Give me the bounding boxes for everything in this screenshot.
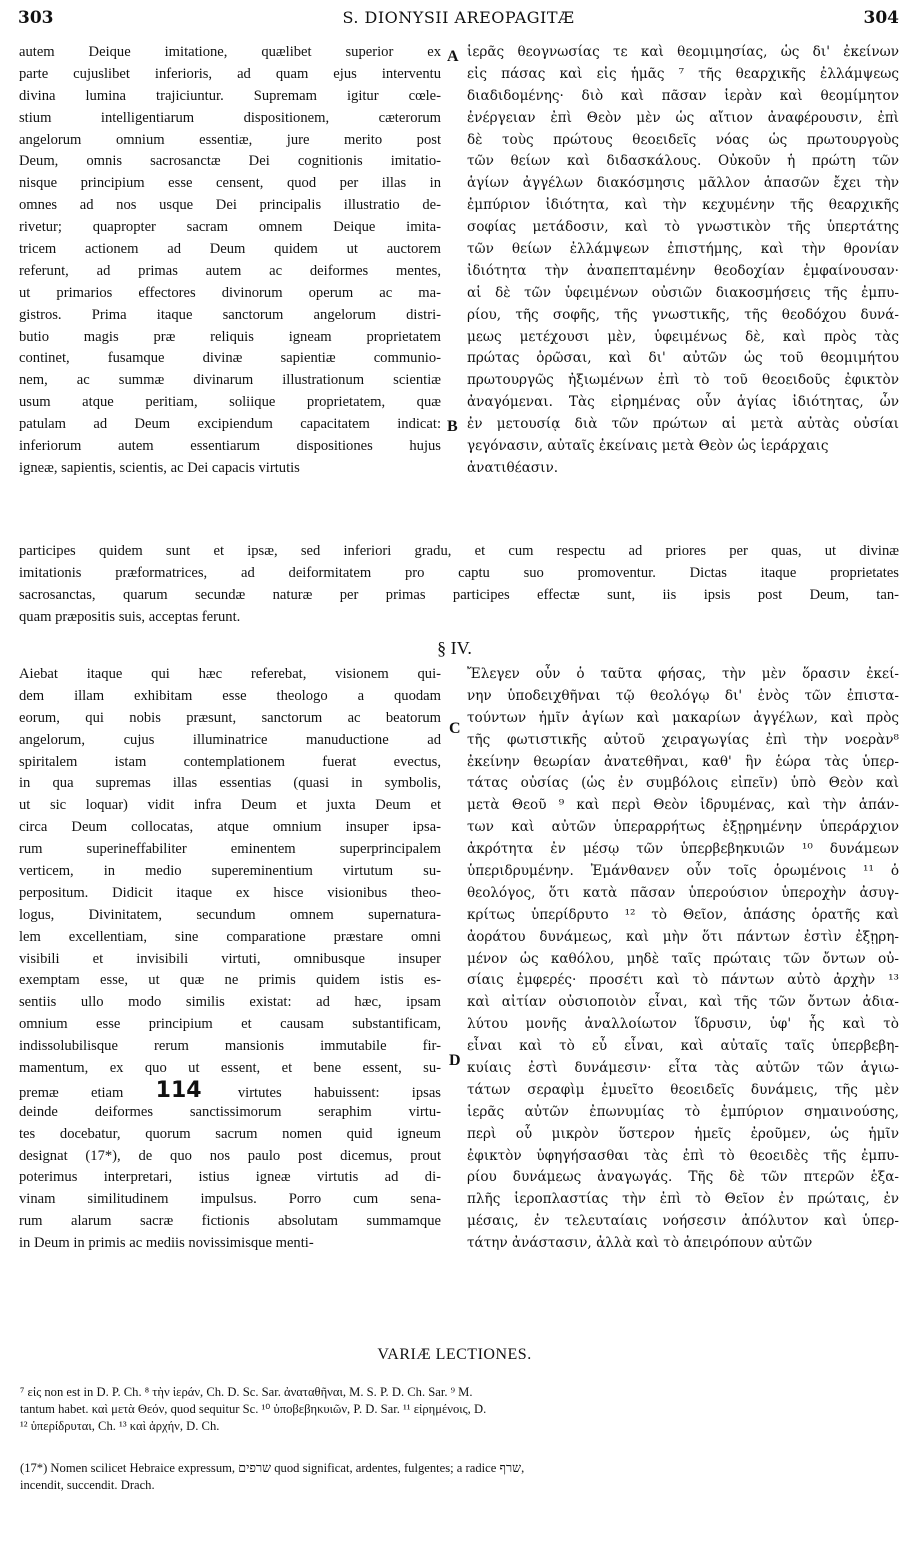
text-line: ἀναγόμεναι. Τὰς εἰρημένας οὖν ἁγίας ἰδιότητας, ὧν bbox=[467, 394, 899, 411]
text-line: τούντων ἡμῖν ἁγίων καὶ μακαρίων ἀγγέλων, καὶ πρὸς bbox=[467, 709, 899, 726]
text-line: sacrosanctas, quarum secundæ naturæ per primas participes effectæ sunt, iis ipsis post Deum, tan- bbox=[19, 587, 899, 603]
text-line: μένον ὡς καθόλου, μηδὲ ταῖς πρώταις τῶν ὄντων οὐ- bbox=[467, 950, 899, 967]
running-header bbox=[18, 8, 899, 34]
text-line: rum superineffabiliter eminentem superprincipalem bbox=[19, 841, 441, 858]
text-line: vinam similitudinem impulsus. Porro cum sena- bbox=[19, 1191, 441, 1208]
text-line: ἀκρότητα ἐν μέσῳ τῶν ὑπερβεβηκυιῶν ¹⁰ δυνάμεων bbox=[467, 841, 899, 858]
text-line: continet, fusamque divinæ sapientiæ communio- bbox=[19, 350, 441, 367]
text-line: τάτην ἀνάστασιν, ἀλλὰ καὶ τὸ ἀπειρόπουν αὐτῶν bbox=[467, 1235, 813, 1252]
text-line: πρώτας ὁρῶσαι, καὶ δι' αὐτῶν ὡς τοῦ θεομιμήτου bbox=[467, 350, 899, 367]
text-line: exemptam esse, ut quæ ne primis quidem istis es- bbox=[19, 972, 441, 989]
text-line: mamentum, ex quo ut essent, et bene essent, su- bbox=[19, 1060, 441, 1077]
text-line: Aiebat itaque qui hæc referebat, visionem qui- bbox=[19, 666, 441, 682]
page-number-right: 304 bbox=[863, 8, 899, 28]
text-line: dem illam exhibitam esse theologo a quodam bbox=[19, 687, 441, 704]
greek-column-top bbox=[467, 42, 899, 480]
text-line: τῶν θείων ἐλλάμψεων ἐπιστήμης, καὶ τὴν θρονίαν bbox=[467, 241, 899, 258]
latin-column-top bbox=[19, 42, 441, 480]
text-line: in Deum in primis ac mediis novissimisque menti- bbox=[19, 1235, 314, 1252]
text-line: ρίου δυνάμεως ἀναγωγάς. Τῆς δὲ τῶν πτερῶν ἑξα- bbox=[467, 1169, 899, 1186]
text-line: circa Deum collocatas, atque omnium insuper ipsa- bbox=[19, 819, 441, 836]
text-line: divina lumina trajiciuntur. Supremam igitur cœle- bbox=[19, 87, 441, 104]
text-line: verticem, in medio supereminentium virtutum su- bbox=[19, 863, 441, 880]
text-line: quam præpositis suis, acceptas ferunt. bbox=[19, 609, 241, 625]
text-line: virtutes habuissent: ipsas bbox=[237, 1084, 441, 1101]
note-line: (17*) Nomen scilicet Hebraice expressum, שרפים quod significat, ardentes, fulgentes; a radice שרף, bbox=[20, 1461, 525, 1475]
running-title: S. DIONYSII AREOPAGITÆ bbox=[342, 8, 575, 27]
text-line: premæ etiam bbox=[19, 1084, 124, 1101]
text-line: rum alarum sacræ fictionis absolutam summamque bbox=[19, 1213, 441, 1230]
text-line: κρίτως ὑπερίδρυτο ¹² τὸ Θεῖον, ἁπάσης ὁρατῆς καὶ bbox=[467, 906, 899, 923]
text-line: inferiorum autem essentiarum dispositiones hujus bbox=[19, 438, 441, 455]
text-line: angelorum, cujus illuminatrice manuductione ad bbox=[19, 731, 441, 748]
variae-lectiones-heading: VARIÆ LECTIONES. bbox=[377, 1346, 532, 1363]
text-line: σοφίας μετάδοσιν, καὶ τὸ γνωστικὸν τῆς ὑπερτάτης bbox=[467, 219, 899, 236]
text-line: ἐνέργειαν ἐπὶ Θεὸν μὲν ὡς αἴτιον ἀναφέρουσιν, ἐπὶ bbox=[467, 109, 899, 126]
column-number: 114 bbox=[155, 1079, 238, 1102]
text-line: Ἔλεγεν οὖν ὁ ταῦτα φήσας, τὴν μὲν ὅρασιν ἐκεί- bbox=[467, 666, 899, 682]
text-line: visibili et invisibili virtuti, omnibusque insuper bbox=[19, 950, 441, 967]
text-line: ἐκείνην θεωρίαν ἀνατεθῆναι, καθ' ἣν ἑώρα τὰς ὑπερ- bbox=[467, 753, 899, 770]
text-line: gistros. Prima itaque sanctorum angelorum distri- bbox=[19, 306, 441, 323]
text-line: indissolubilisque rerum mansionis immutabile fir- bbox=[19, 1038, 441, 1055]
text-line: περὶ οὗ μικρὸν ὕστερον ἡμεῖς ἐροῦμεν, ὡς ἡμῖν bbox=[467, 1125, 899, 1142]
text-line: ἱερᾶς θεογνωσίας τε καὶ θεομιμησίας, ὡς δι' ἐκείνων bbox=[467, 44, 899, 60]
latin-full-width-paragraph bbox=[19, 540, 899, 628]
text-line: δὲ τοὺς πρώτους θεοειδεῖς νόας ὡς πρωτουργοὺς bbox=[467, 131, 899, 148]
text-line: καὶ αἰτίαν οὐσιοποιὸν εἶναι, καὶ τῆς τῶν ὄντων ἀδια- bbox=[467, 994, 899, 1011]
variae-lectiones-notes bbox=[20, 1384, 897, 1435]
text-line: tes docebatur, quorum sacrum nomen quid igneum bbox=[19, 1125, 441, 1142]
text-line: τάτων σεραφὶμ ἐμυεῖτο θεοειδεῖς δυνάμεις, τῆς μὲν bbox=[467, 1081, 899, 1098]
text-line: angelorum omnium essentiæ, jure merito post bbox=[19, 131, 441, 148]
text-line: nisque principium esse censent, quod per illas in bbox=[19, 175, 441, 192]
text-line: εἶναι καὶ τὸ εὖ εἶναι, καὶ αὐταῖς ταῖς ὑπερβεβη- bbox=[467, 1038, 899, 1055]
text-line: patulam ad Deum excipiendum capacitatem indicat: bbox=[19, 416, 441, 433]
text-line: stium intelligentiarum dispositionem, cæterorum bbox=[19, 109, 441, 126]
text-line: ἀνατιθέασιν. bbox=[467, 459, 559, 476]
text-line: ἱερᾶς αὐτῶν ἐπωνυμίας τὸ ἐμπύριον σημαινούσης, bbox=[467, 1103, 899, 1120]
text-line: sentiis ullo modo similis existat: ad hæc, ipsam bbox=[19, 994, 441, 1011]
margin-letter-d: D bbox=[449, 1052, 461, 1069]
text-line: τῶν θείων καὶ διδασκάλους. Οὐκοῦν ἡ πρώτη τῶν bbox=[467, 153, 899, 170]
text-line: ἐν μετουσίᾳ διὰ τῶν πρώτων αἱ μετὰ αὐτὰς οὐσίαι bbox=[467, 416, 899, 433]
text-line: πλῆς ἱεροπλαστίας τὴν ἐπὶ τὸ Θεῖον ἐν πρώταις, ἐν bbox=[467, 1191, 899, 1208]
margin-letter-c: C bbox=[449, 720, 461, 737]
text-line: parte cujuslibet inferioris, ad quam ejus interventu bbox=[19, 65, 441, 82]
text-line: rivetur; quapropter sacram omnem Deique imita- bbox=[19, 219, 441, 236]
text-line: poterimus interpretari, istius igneæ virtutis ad di- bbox=[19, 1169, 441, 1186]
page-number-left: 303 bbox=[18, 8, 54, 28]
text-line: ἐφικτὸν ὑφηγήσασθαι τὰς ἐπὶ τὸ θεοειδὲς τῆς ἐμπυ- bbox=[467, 1147, 899, 1164]
text-line: μέσαις, ἐν τελευταίαις νοήσεσιν ἀπόλυτον καὶ ὑπερ- bbox=[467, 1213, 899, 1230]
section-heading: § IV. bbox=[437, 638, 472, 658]
text-line: ὑπεριδρυμένην. Ἐμάνθανεν οὖν τοῖς ὁρωμένοις ¹¹ ὁ bbox=[467, 863, 899, 880]
text-line: γεγόνασιν, αὐταῖς ἐκείναις μετὰ Θεὸν ὡς ἱεράρχαις bbox=[467, 438, 829, 455]
note-line: incendit, succendit. Drach. bbox=[20, 1478, 155, 1492]
text-line: λύτου μονῆς ἀναλλοίωτον ἵδρυσιν, ὑφ' ἧς καὶ τὸ bbox=[467, 1016, 899, 1033]
text-line: designat (17*), de quo nos paulo post dicemus, prout bbox=[19, 1147, 441, 1164]
text-line: eorum, qui nobis præsunt, sanctorum ac beatorum bbox=[19, 709, 441, 726]
text-line: ut sic loquar) vidit infra Deum et juxta Deum et bbox=[19, 797, 441, 814]
text-line: των καὶ αὐτῶν ὑπεραρρήτως ἐξῃρημένην ὑπεράρχιον bbox=[467, 819, 899, 836]
text-line: usum atque peritiam, soliique proprietatem, quæ bbox=[19, 394, 441, 411]
note-line: ¹² ὑπερίδρυται, Ch. ¹³ καὶ ἀρχήν, D. Ch. bbox=[20, 1419, 220, 1433]
footnote bbox=[20, 1460, 897, 1494]
text-line: τῆς φωτιστικῆς αὐτοῦ χειραγωγίας ἐπὶ τὴν νοερὰν⁸ bbox=[467, 731, 899, 748]
note-line: tantum habet. καὶ μετὰ Θεόν, quod sequitur Sc. ¹⁰ ὑποβεβηκυιῶν, P. D. Sar. ¹¹ εἰρημένοις, D. bbox=[20, 1402, 487, 1416]
text-line: lem excellentiam, sine comparatione præstare omni bbox=[19, 928, 441, 945]
text-line: αἱ δὲ τῶν ὑφειμένων οὐσιῶν διακοσμήσεις τῆς ἐμπυ- bbox=[467, 284, 899, 301]
text-line: igneæ, sapientis, scientis, ac Dei capacis virtutis bbox=[19, 459, 300, 476]
text-line: perpositum. Didicit itaque ex hisce visionibus theo- bbox=[19, 884, 441, 901]
greek-column-bottom bbox=[467, 664, 899, 1255]
text-line: νην ὑποδειχθῆναι τῷ θεολόγῳ δι' ἑνὸς τῶν ἐπιστα- bbox=[467, 687, 899, 704]
text-line: participes quidem sunt et ipsæ, sed inferiori gradu, et cum respectu ad priores per quas, ut divinæ bbox=[19, 543, 899, 559]
text-line: ἁγίων ἀγγέλων διακόσμησις μᾶλλον ἁπασῶν ἔχει τὴν bbox=[467, 175, 899, 192]
text-line: μεως μετέχουσι μὲν, ὑφειμένως δὲ, καὶ πρὸς τὰς bbox=[467, 328, 899, 345]
text-line: logus, Divinitatem, secundum omnem supernatura- bbox=[19, 906, 441, 923]
text-line bbox=[19, 1080, 441, 1102]
text-line: imitationis præformatrices, ad deiformitatem pro captu suo promoventur. Dictas itaque proprietates bbox=[19, 565, 899, 581]
text-line: in qua supremas illas essentias (quasi in symbolis, bbox=[19, 775, 441, 792]
text-line: ut primarios effectores divinorum operum ac ma- bbox=[19, 284, 441, 301]
text-line: ἐμπύριον ἰδιότητα, καὶ τὴν κεχυμένην τῆς θεαρχικῆς bbox=[467, 197, 899, 214]
margin-letter-a: A bbox=[447, 48, 459, 65]
margin-letter-b: B bbox=[447, 418, 458, 435]
text-line: deinde deiformes sanctissimorum seraphim virtu- bbox=[19, 1103, 441, 1120]
text-line: διαδιδομένης· διὸ καὶ πᾶσαν ἱερὰν καὶ θεομίμητον bbox=[467, 87, 899, 104]
text-line: τάτας οὐσίας (ὡς ἐν συμβόλοις εἰπεῖν) ὑπὸ Θεὸν καὶ bbox=[467, 775, 899, 792]
note-line: ⁷ εἰς non est in D. P. Ch. ⁸ τὴν ἱεράν, Ch. D. Sc. Sar. ἀναταθῆναι, M. S. P. D. Ch. Sar. ⁹ M. bbox=[20, 1385, 473, 1399]
text-line: spiritalem istam contemplationem fuerat evectus, bbox=[19, 753, 441, 770]
text-line: butio magis præ reliquis igneam proprietatem bbox=[19, 328, 441, 345]
text-line: πρωτουργῶς ἠξιωμένων ἐπὶ τὸ τοῦ θεοειδοῦς ἐφικτὸν bbox=[467, 372, 899, 389]
text-line: Deum, omnis sacrosanctæ Dei cognitionis imitatio- bbox=[19, 153, 441, 170]
text-line: θεολόγος, ὅτι κατὰ πᾶσαν ὑπερούσιον ὑπεροχὴν ἀσυγ- bbox=[467, 884, 899, 901]
text-line: ἀοράτου δυνάμεως, καὶ μὴν ὅτι πάντων ἐστὶν ἐξῃρη- bbox=[467, 928, 899, 945]
text-line: ρίου, τῆς σοφῆς, τῆς γνωστικῆς, τῆς θεοδόχου δυνά- bbox=[467, 306, 899, 323]
text-line: μετὰ Θεοῦ ⁹ καὶ περὶ Θεὸν ἱδρυμένας, καὶ τὴν ἁπάν- bbox=[467, 797, 899, 814]
text-line: εἰς πάσας καὶ εἰς ἡμᾶς ⁷ τῆς θεαρχικῆς ἐλλάμψεως bbox=[467, 65, 899, 82]
text-line: omnes ad nos usque Dei principalis illustratio de- bbox=[19, 197, 441, 214]
text-line: nem, ac summæ divinarum illustrationum scientiæ bbox=[19, 372, 441, 389]
text-line: referunt, ad primas autem ac deiformes mentes, bbox=[19, 262, 441, 279]
text-line: κυίαις ἐστὶ δυνάμεσιν· εἶτα τὰς αὐτῶν τῶν ἁγιω- bbox=[467, 1060, 899, 1077]
text-line: σίαις ἐμφερές· προσέτι καὶ τὸ πάντων αὐτὸ ἀρχὴν ¹³ bbox=[467, 972, 899, 989]
text-line: ἰδιότητα τὴν ἀναπεπταμένην θεοδοχίαν ἐμφαίνουσαν· bbox=[467, 262, 899, 279]
text-line: autem Deique imitatione, quælibet superior ex bbox=[19, 44, 441, 60]
text-line: omnium esse principium et causam substantificam, bbox=[19, 1016, 441, 1033]
latin-column-bottom bbox=[19, 664, 441, 1255]
text-line: tricem actionem ad Deum quidem ut auctorem bbox=[19, 241, 441, 258]
